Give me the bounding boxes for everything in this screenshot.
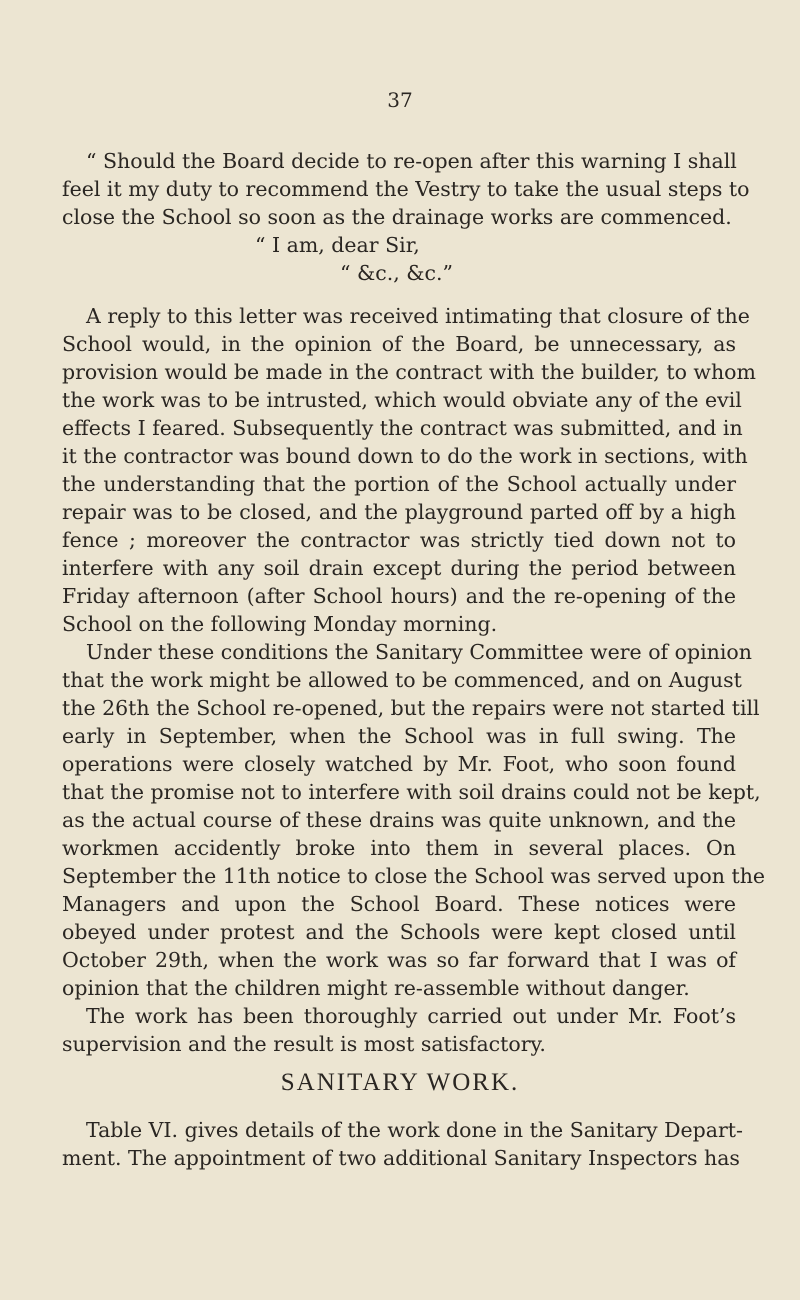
paragraph-line: operations were closely watched by Mr. Foot, who soon found [62,752,736,776]
paragraph-line: as the actual course of these drains was quite unknown, and the [62,808,736,832]
paragraph-line: provision would be made in the contract with the builder, to whom [62,360,756,384]
paragraph-line: supervision and the result is most satisfactory. [62,1032,546,1056]
paragraph-line: the work was to be intrusted, which would obviate any of the evil [62,388,742,412]
paragraph-line: Friday afternoon (after School hours) and the re-opening of the [62,584,736,608]
paragraph-line: opinion that the children might re-assemble without danger. [62,976,690,1000]
paragraph-line: ment. The appointment of two additional Sanitary Inspectors has [62,1146,740,1170]
paragraph-line: Managers and upon the School Board. These notices were [62,892,736,916]
paragraph-line: early in September, when the School was in full swing. The [62,724,736,748]
paragraph-line: The work has been thoroughly carried out under Mr. Foot’s [86,1004,736,1028]
letter-line: close the School so soon as the drainage works are commenced. [62,205,732,229]
paragraph-line: School would, in the opinion of the Board, be unnecessary, as [62,332,736,356]
letter-closing: “ I am, dear Sir, [255,233,420,257]
paragraph-line: repair was to be closed, and the playground parted off by a high [62,500,736,524]
paragraph-line: fence ; moreover the contractor was strictly tied down not to [62,528,736,552]
paragraph-line: workmen accidently broke into them in several places. On [62,836,736,860]
page-number: 37 [387,88,413,112]
letter-line: feel it my duty to recommend the Vestry to take the usual steps to [62,177,750,201]
paragraph-line: obeyed under protest and the Schools were kept closed until [62,920,736,944]
paragraph-line: it the contractor was bound down to do the work in sections, with [62,444,748,468]
section-heading: SANITARY WORK. [280,1069,520,1096]
paragraph-line: School on the following Monday morning. [62,612,498,636]
paragraph-line: the 26th the School re-opened, but the repairs were not started till [62,696,760,720]
paragraph-line: the understanding that the portion of the School actually under [62,472,736,496]
paragraph-line: Under these conditions the Sanitary Committee were of opinion [86,640,752,664]
paragraph-line: that the work might be allowed to be commenced, and on August [62,668,742,692]
letter-line: “ Should the Board decide to re-open after this warning I shall [86,149,737,173]
paragraph-line: September the 11th notice to close the School was served upon the [62,864,766,888]
paragraph-line: effects I feared. Subsequently the contract was submitted, and in [62,416,743,440]
paragraph-line: interfere with any soil drain except during the period between [62,556,736,580]
letter-signoff: “ &c., &c.” [340,261,454,285]
paragraph-line: Table VI. gives details of the work done in the Sanitary Depart- [86,1118,743,1142]
paragraph-line: A reply to this letter was received intimating that closure of the [86,304,750,328]
paragraph-line: October 29th, when the work was so far forward that I was of [62,948,736,972]
paragraph-line: that the promise not to interfere with soil drains could not be kept, [62,780,761,804]
